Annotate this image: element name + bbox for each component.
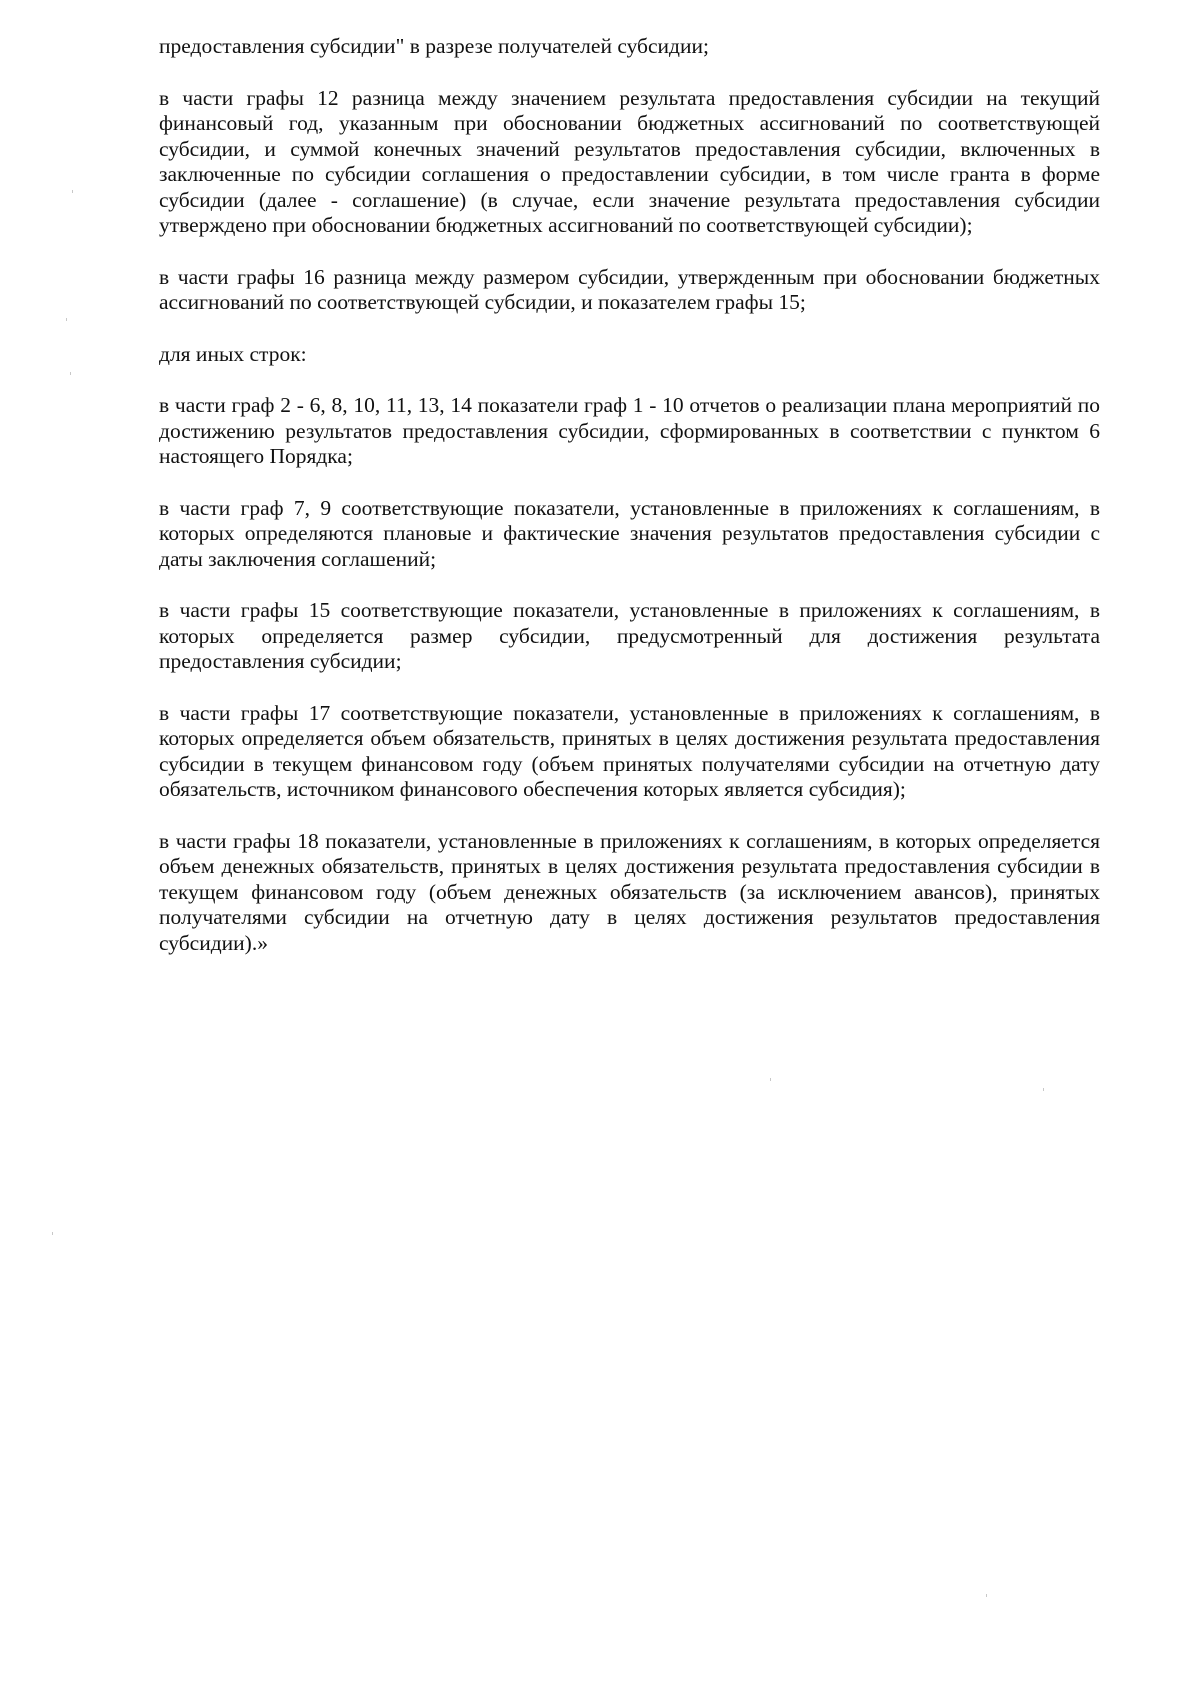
scan-speck [52,1232,53,1235]
scan-speck [70,372,71,375]
paragraph-column-18: в части графы 18 показатели, установленные в приложениях к соглашениям, в которых определяется объем денежных обязательств, принятых в целях достижения результата предоставления субсидии в текущем финансовом году (объем денежных обязательств (за исключением авансов), принятых получателями субсидии на отчетную дату в целях достижения результатов предоставления субсидии).» [159,828,1100,955]
paragraph-other-rows: для иных строк: [159,341,307,366]
paragraph-column-17: в части графы 17 соответствующие показатели, установленные в приложениях к соглашениям, в которых определяется объем обязательств, принятых в целях достижения результата предоставления субсидии в текущем финансовом году (объем принятых получателями субсидии на отчетную дату обязательств, источником финансового обеспечения которых является субсидия); [159,700,1100,801]
scan-speck [986,1594,987,1597]
scan-speck [1043,1088,1044,1091]
scan-speck [66,318,67,321]
paragraph-continuation: предоставления субсидии" в разрезе получателей субсидии; [159,34,709,58]
paragraph-columns-7-9: в части граф 7, 9 соответствующие показатели, установленные в приложениях к соглашениям, в которых определяются плановые и фактические значения результатов предоставления субсидии с даты заключения соглашений; [159,495,1100,571]
paragraph-column-12: в части графы 12 разница между значением результата предоставления субсидии на текущий финансовый год, указанным при обосновании бюджетных ассигнований по соответствующей субсидии, и суммой конечных значений результатов предоставления субсидии, включенных в заключенные по субсидии соглашения о предоставлении субсидии, в том числе гранта в форме субсидии (далее - соглашение) (в случае, если значение результата предоставления субсидии утверждено при обосновании бюджетных ассигнований по соответствующей субсидии); [159,85,1100,237]
scan-speck [770,1078,771,1081]
paragraph-column-15: в части графы 15 соответствующие показатели, установленные в приложениях к соглашениям, в которых определяется размер субсидии, предусмотренный для достижения результата предоставления субсидии; [159,598,1100,673]
paragraph-columns-2-14: в части граф 2 - 6, 8, 10, 11, 13, 14 показатели граф 1 - 10 отчетов о реализации плана мероприятий по достижению результатов предоставления субсидии, сформированных в соответствии с пунктом 6 настоящего Порядка; [159,393,1100,468]
document-body [159,34,1100,982]
paragraph-column-16: в части графы 16 разница между размером субсидии, утвержденным при обосновании бюджетных ассигнований по соответствующей субсидии, и показателем графы 15; [159,264,1100,314]
scan-speck [72,190,73,193]
